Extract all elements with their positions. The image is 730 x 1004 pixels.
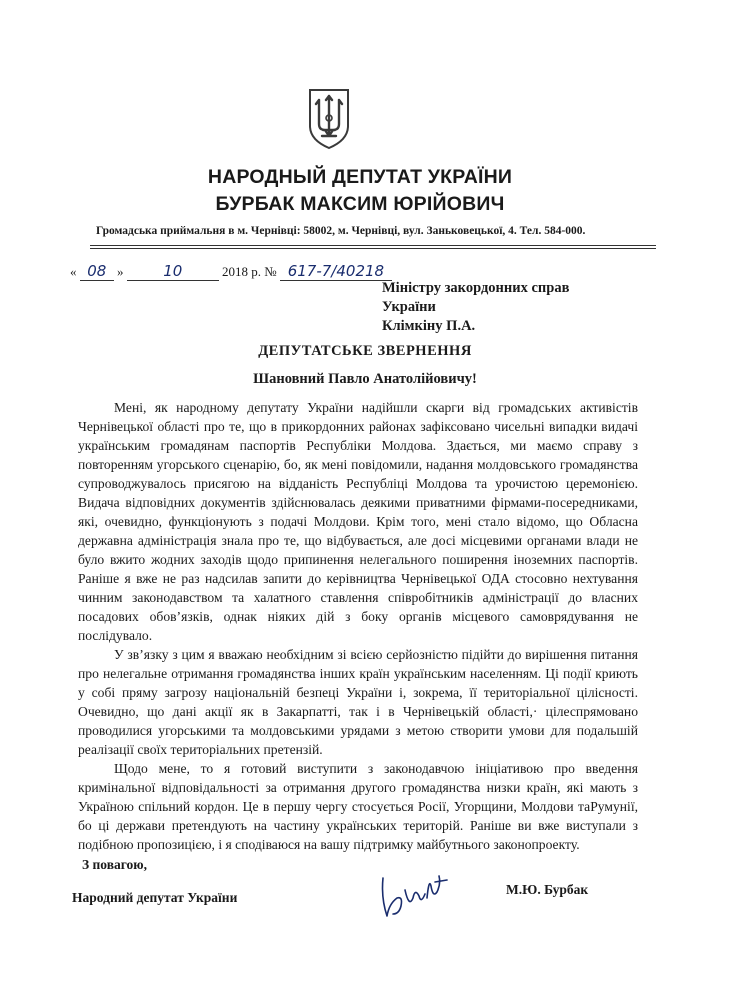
reception-address: Громадська приймальня в м. Чернівці: 58002, м. Чернівці, вул. Заньковецької, 4. Тел. 584-000. — [96, 225, 586, 237]
ref-open-quote: « — [70, 264, 77, 279]
ref-number: 617-7/40218 — [280, 262, 392, 281]
addressee-country: України — [382, 299, 436, 315]
paragraph-3: Щодо мене, то я готовий виступити з законодавчою ініціативою про введення кримінальної відповідальності за отримання другого громадянства низки країн, які мають з Україною спільний кордон. Це в першу чергу стосується Росії, Угорщини, Молдови таРумунії, бо ці держави претендують на частину українських територій. Раніше ви вже виступали з подібною пропозицією, і я сподіваюся на вашу підтримку майбутнього законопроекту. — [78, 761, 638, 852]
document-heading: ДЕПУТАТСЬКЕ ЗВЕРНЕННЯ — [258, 343, 472, 359]
reference-line — [70, 262, 392, 281]
handwritten-signature-icon — [375, 868, 455, 924]
salutation: Шановний Павло Анатолійовичу! — [253, 371, 477, 387]
ref-month: 10 — [127, 262, 219, 281]
letter-body — [78, 398, 638, 854]
closing-phrase: З повагою, — [82, 857, 147, 872]
addressee-name: Клімкіну П.А. — [382, 318, 476, 334]
signer-name: М.Ю. Бурбак — [506, 882, 589, 897]
paragraph-2: У зв’язку з цим я вважаю необхідним зі всією серйозністю підійти до вирішення питання про нелегальне отримання громадянства інших країн українським населенням. Ці події криють у собі пряму загрозу національній безпеці України і, зокрема, її територіальної цілісності. Очевидно, що дані акції як в Закарпатті, так і в Чернівецькій області,· цілеспрямовано проводилися угорськими та молдовськими урядами з метою створити умови для подальшій реалізації своїх територіальних претензій. — [78, 647, 638, 757]
trident-emblem-icon — [306, 86, 352, 150]
header-rule — [90, 245, 656, 246]
ref-close-quote: » — [117, 264, 124, 279]
letterhead-name: БУРБАК МАКСИМ ЮРІЙОВИЧ — [215, 193, 505, 215]
header-rule-second — [90, 248, 656, 249]
letterhead-title: НАРОДНЫЙ ДЕПУТАТ УКРАЇНИ — [207, 166, 513, 188]
signer-title: Народний депутат України — [72, 890, 238, 905]
ref-year: 2018 р. № — [222, 264, 277, 279]
ref-day: 08 — [80, 262, 114, 281]
addressee-position: Міністру закордонних справ — [382, 280, 570, 296]
paragraph-1: Мені, як народному депутату України надійшли скарги від громадських активістів Чернівецької області про те, що в прикордонних районах зафіксовано чисельні випадки видачі українським громадянам паспортів Республіки Молдова. Здається, ми маємо справу з повторенням угорського сценарію, бо, як мені повідомили, надання молдовського громадянства супроводжувалось присягою на відданість Республіці Молдова та урочистою церемонією. Видача відповідних документів здійснювалась деякими приватними фірмами-посередниками, які, очевидно, функціонують з подачі Молдови. Крім того, мені стало відомо, що Обласна державна адміністрація знала про те, що відбувається, але досі місцевими органами влади не було вжито жодних заходів щодо припинення нелегального поширення іноземних паспортів. Раніше я вже не раз надсилав запити до керівництва Чернівецької ОДА стосовно нехтування чинним законодавством та халатного ставлення співробітників адміністрації до власних посадових обов’язків, однак ніяких дій з боку органів місцевого самоврядування не послідувало. — [78, 400, 638, 643]
